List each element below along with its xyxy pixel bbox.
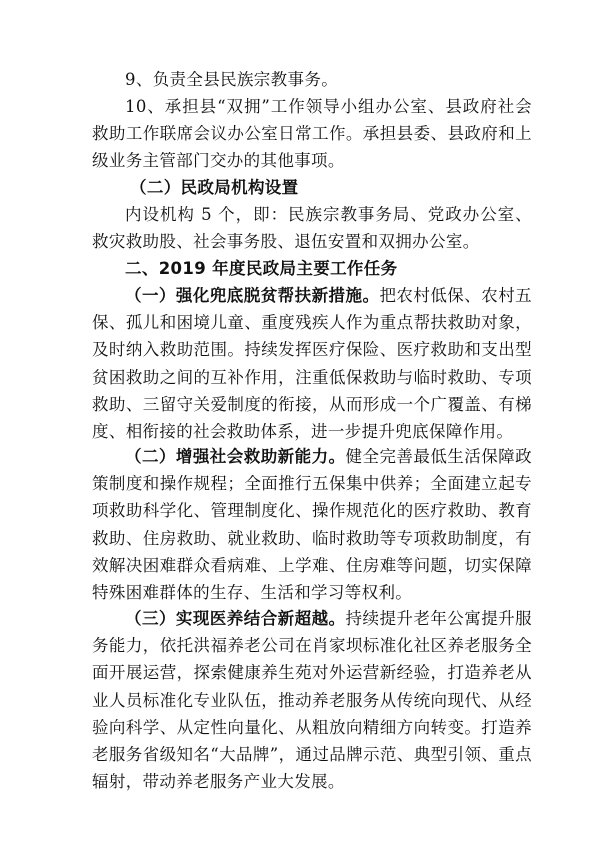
section-2-heading: 二、2019 年度民政局主要工作任务 [125, 259, 398, 278]
task-1-paragraph [92, 282, 532, 445]
item-9-paragraph: 9、负责全县民族宗教事务。 [125, 70, 339, 89]
task-2-paragraph [92, 443, 532, 606]
item-10-paragraph: 10、承担县“双拥”工作领导小组办公室、县政府社会救助工作联席会议办公室日常工作。承担县委、县政府和上级业务主管部门交办的其他事项。 [92, 97, 532, 171]
task-1-lead: （一）强化兜底脱贫帮扶新措施。 [125, 286, 380, 305]
task-3-paragraph [92, 605, 532, 795]
task-3-lead: （三）实现医养结合新超越。 [125, 609, 346, 628]
task-2-body: 健全完善最低生活保障政策制度和操作规程；全面推行五保集中供养；全面建立起专项救助科学化、管理制度化、操作规范化的医疗救助、教育救助、住房救助、就业救助、临时救助等专项救助制度，有效解决困难群众看病难、上学难、住房难等问题，切实保障特殊困难群体的生存、生活和学习等权利。 [92, 447, 532, 603]
task-3-body: 持续提升老年公寓提升服务能力，依托洪福养老公司在肖家坝标准化社区养老服务全面开展运营，探索健康养生苑对外运营新经验，打造养老从业人员标准化专业队伍，推动养老服务从传统向现代、从经验向科学、从定性向量化、从粗放向精细方向转变。打造养老服务省级知名“大品牌”，通过品牌示范、典型引领、重点辐射，带动养老服务产业大发展。 [92, 609, 532, 792]
task-2-lead: （二）增强社会救助新能力。 [125, 447, 346, 466]
section-org-body: 内设机构 5 个，即：民族宗教事务局、党政办公室、救灾救助股、社会事务股、退伍安置和双拥办公室。 [92, 205, 532, 252]
task-1-body: 把农村低保、农村五保、孤儿和困境儿童、重度残疾人作为重点帮扶救助对象，及时纳入救助范围。持续发挥医疗保险、医疗救助和支出型贫困救助之间的互补作用，注重低保救助与临时救助、专项救助、三留守关爱制度的衔接，从而形成一个广覆盖、有梯度、相衔接的社会救助体系，进一步提升兜底保障作用。 [92, 286, 533, 442]
section-org-title: （二）民政局机构设置 [130, 178, 299, 197]
